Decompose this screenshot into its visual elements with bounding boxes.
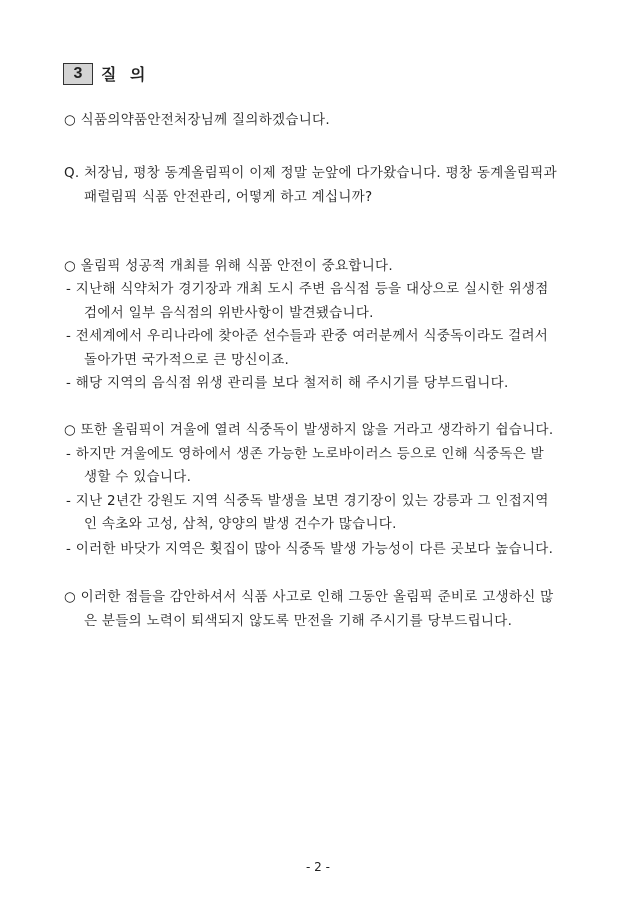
section-title: 질 의 bbox=[101, 65, 150, 84]
text-line: 검에서 일부 음식점의 위반사항이 발견됐습니다. bbox=[84, 305, 374, 321]
text-line: - 이러한 바닷가 지역은 횟집이 많아 식중독 발생 가능성이 다른 곳보다 높습니다. bbox=[66, 541, 554, 557]
text-line: - 지난 2년간 강원도 지역 식중독 발생을 보면 경기장이 있는 강릉과 그 인접지역 bbox=[66, 493, 549, 509]
page-number: - 2 - bbox=[306, 860, 330, 874]
text-line: Q. 처장님, 평창 동계올림픽이 이제 정말 눈앞에 다가왔습니다. 평창 동계올림픽과 bbox=[64, 165, 557, 181]
text-line: - 해당 지역의 음식점 위생 관리를 보다 철저히 해 주시기를 당부드립니다. bbox=[66, 375, 509, 391]
section-number: 3 bbox=[63, 63, 93, 85]
text-line: ○ 식품의약품안전처장님께 질의하겠습니다. bbox=[64, 112, 330, 128]
text-line: 돌아가면 국가적으로 큰 망신이죠. bbox=[84, 352, 290, 368]
text-line: ○ 이러한 점들을 감안하셔서 식품 사고로 인해 그동안 올림픽 준비로 고생하신 많 bbox=[64, 589, 554, 605]
text-line: 인 속초와 고성, 삼척, 양양의 발생 건수가 많습니다. bbox=[84, 516, 397, 532]
section-heading bbox=[63, 62, 149, 85]
text-line: 은 분들의 노력이 퇴색되지 않도록 만전을 기해 주시기를 당부드립니다. bbox=[84, 613, 513, 629]
text-line: - 하지만 겨울에도 영하에서 생존 가능한 노로바이러스 등으로 인해 식중독은 발 bbox=[66, 446, 544, 462]
text-line: 생할 수 있습니다. bbox=[84, 469, 192, 485]
text-line: ○ 또한 올림픽이 겨울에 열려 식중독이 발생하지 않을 거라고 생각하기 쉽습니다. bbox=[64, 422, 554, 438]
text-line: ○ 올림픽 성공적 개최를 위해 식품 안전이 중요합니다. bbox=[64, 258, 393, 274]
text-line: - 지난해 식약처가 경기장과 개최 도시 주변 음식점 등을 대상으로 실시한 위생점 bbox=[66, 281, 549, 297]
text-line: 패럴림픽 식품 안전관리, 어떻게 하고 계십니까? bbox=[84, 189, 373, 205]
text-line: - 전세계에서 우리나라에 찾아준 선수들과 관중 여러분께서 식중독이라도 걸려서 bbox=[66, 328, 549, 344]
